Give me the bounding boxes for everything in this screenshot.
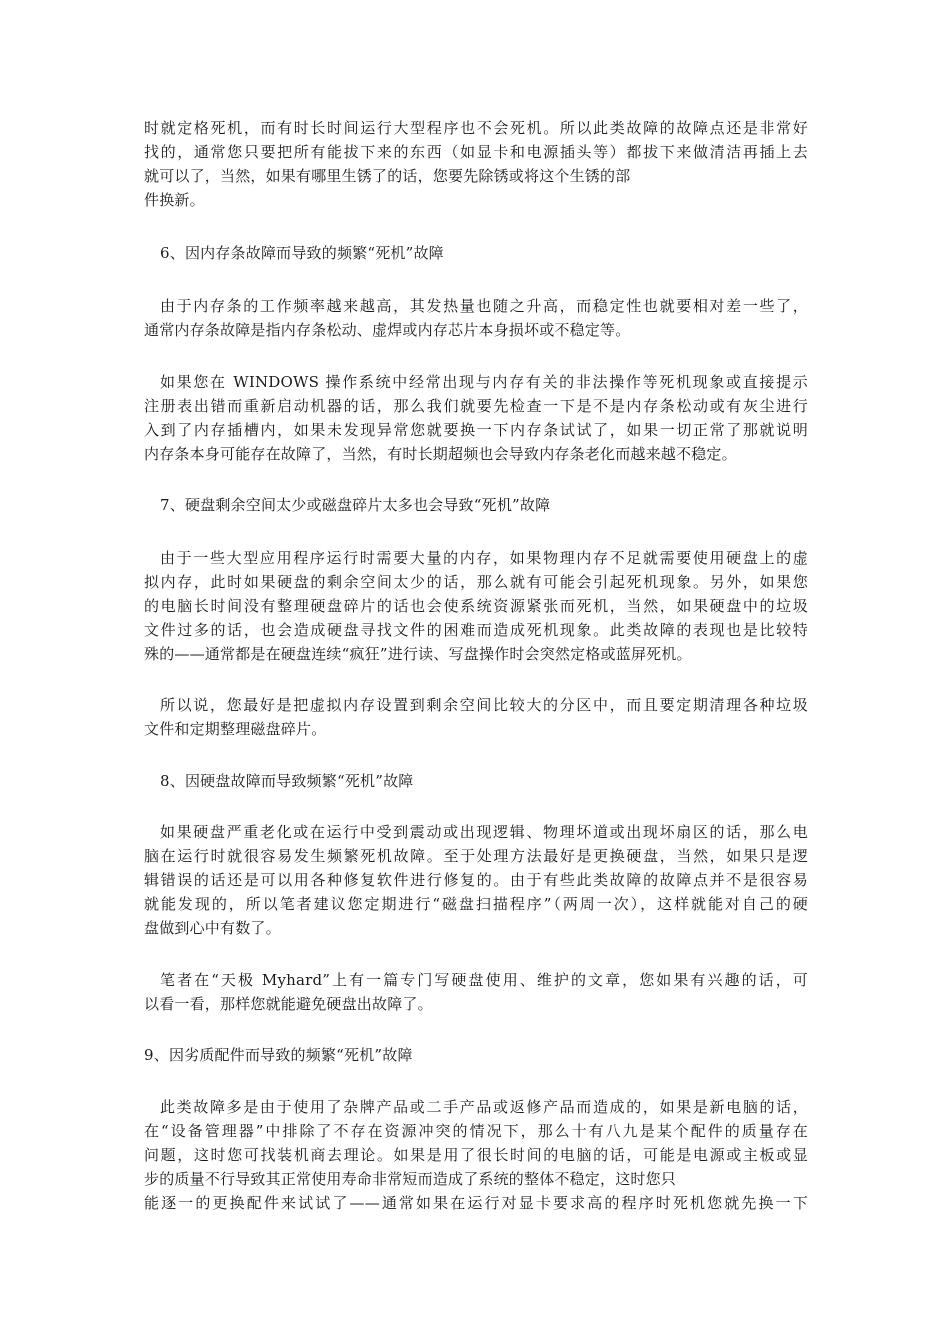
paragraph-line: 内存条本身可能存在故障了，当然，有时长期超频也会导致内存条老化而越来越不稳定。 [144,445,737,463]
section-heading-8: 8、因硬盘故障而导致频繁“死机”故障 [160,772,414,790]
paragraph-line: 脑在运行时就很容易发生频繁死机故障。至于处理方法最好是更换硬盘，当然，如果只是逻 [144,847,808,865]
paragraph-line: 通常内存条故障是指内存条松动、虚焊或内存芯片本身损坏或不稳定等。 [144,321,631,339]
paragraph-line: 就可以了，当然，如果有哪里生锈了的话，您要先除锈或将这个生锈的部 [144,167,631,185]
paragraph-line: 时就定格死机，而有时长时间运行大型程序也不会死机。所以此类故障的故障点还是非常好 [144,119,808,137]
paragraph-line: 的电脑长时间没有整理硬盘碎片的话也会使系统资源紧张而死机，当然，如果硬盘中的垃圾 [144,597,808,615]
paragraph-line: 殊的——通常都是在硬盘连续“疯狂”进行读、写盘操作时会突然定格或蓝屏死机。 [144,645,692,663]
paragraph-line: 文件过多的话，也会造成硬盘寻找文件的困难而造成死机现象。此类故障的表现也是比较特 [144,621,808,639]
paragraph-line: 此类故障多是由于使用了杂牌产品或二手产品或返修产品而造成的，如果是新电脑的话， [160,1098,808,1116]
section-heading-6: 6、因内存条故障而导致的频繁“死机”故障 [160,244,444,262]
paragraph-line: 笔者在“天极 Myhard”上有一篇专门写硬盘使用、维护的文章，您如果有兴趣的话，可 [160,971,808,989]
paragraph-line: 就能发现的，所以笔者建议您定期进行“磁盘扫描程序”（两周一次），这样就能对自己的硬 [144,895,808,913]
paragraph-line: 注册表出错而重新启动机器的话，那么我们就要先检查一下是不是内存条松动或有灰尘进行 [144,397,808,415]
paragraph-line: 以看一看，那样您就能避免硬盘出故障了。 [144,995,433,1013]
paragraph-line: 如果硬盘严重老化或在运行中受到震动或出现逻辑、物理坏道或出现坏扇区的话，那么电 [160,823,808,841]
paragraph-line: 所以说，您最好是把虚拟内存设置到剩余空间比较大的分区中，而且要定期清理各种垃圾 [160,696,808,714]
paragraph-line: 件换新。 [144,191,205,209]
paragraph-line: 拟内存，此时如果硬盘的剩余空间太少的话，那么就有可能会引起死机现象。另外，如果您 [144,573,808,591]
paragraph-line: 入到了内存插槽内，如果未发现异常您就要换一下内存条试试了，如果一切正常了那就说明 [144,421,808,439]
paragraph-line: 文件和定期整理磁盘碎片。 [144,720,327,738]
paragraph-line: 如果您在 WINDOWS 操作系统中经常出现与内存有关的非法操作等死机现象或直接提示 [160,373,808,391]
paragraph-line: 问题，这时您可找装机商去理论。如果是用了很长时间的电脑的话，可能是电源或主板或显 [144,1146,808,1164]
paragraph-line: 步的质量不行导致其正常使用寿命非常短而造成了系统的整体不稳定，这时您只 [144,1170,677,1188]
paragraph-line: 在“设备管理器”中排除了不存在资源冲突的情况下，那么十有八九是某个配件的质量存在 [144,1122,808,1140]
paragraph-line: 找的，通常您只要把所有能拔下来的东西（如显卡和电源插头等）都拔下来做清洁再插上去 [144,143,808,161]
paragraph-line: 由于一些大型应用程序运行时需要大量的内存，如果物理内存不足就需要使用硬盘上的虚 [160,549,808,567]
section-heading-7: 7、硬盘剩余空间太少或磁盘碎片太多也会导致“死机”故障 [160,496,551,514]
paragraph-line: 辑错误的话还是可以用各种修复软件进行修复的。由于有些此类故障的故障点并不是很容易 [144,871,808,889]
section-heading-9: 9、因劣质配件而导致的频繁“死机”故障 [144,1046,413,1064]
paragraph-line: 能逐一的更换配件来试试了——通常如果在运行对显卡要求高的程序时死机您就先换一下 [144,1194,808,1212]
paragraph-line: 由于内存条的工作频率越来越高，其发热量也随之升高，而稳定性也就要相对差一些了， [160,297,808,315]
paragraph-line: 盘做到心中有数了。 [144,919,281,937]
